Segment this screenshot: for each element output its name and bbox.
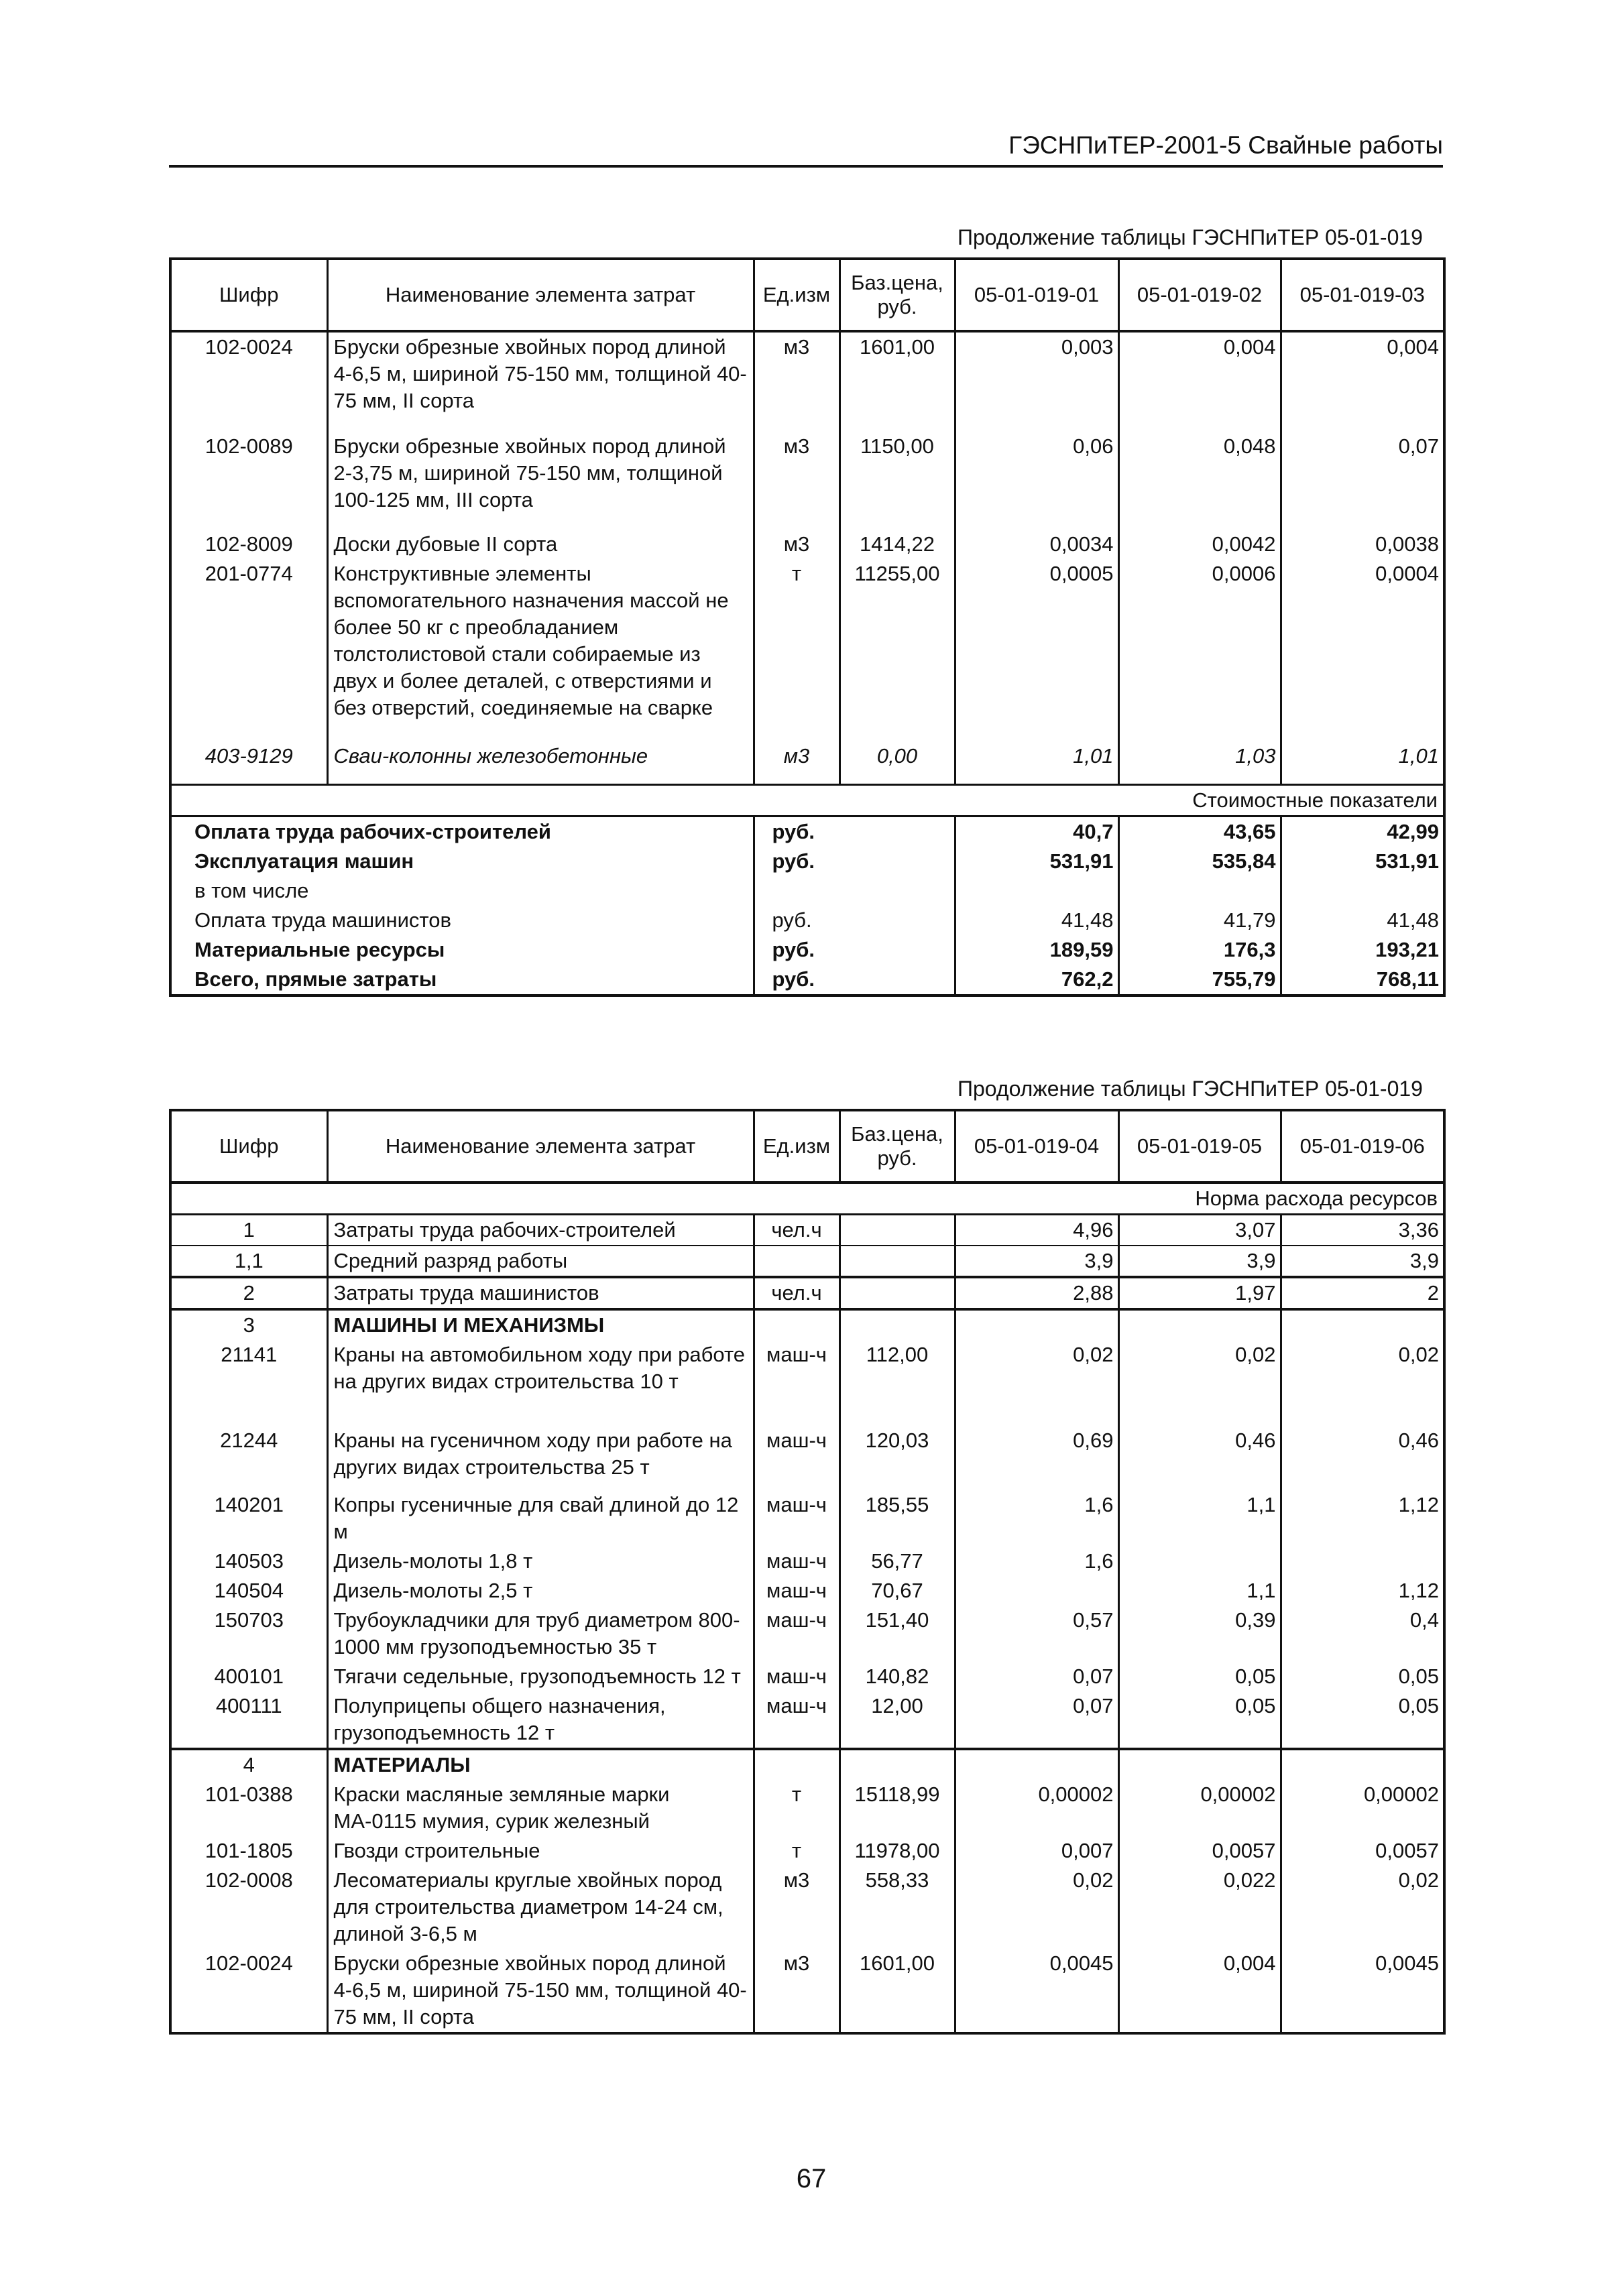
row-value-2: 0,048 [1118,432,1281,530]
row-name: Копры гусеничные для свай длиной до 12 м [327,1490,754,1547]
table-row [170,1691,1444,1749]
col-header-code: Шифр [170,259,327,331]
row-value-2: 0,02 [1118,1340,1281,1426]
section-label: Стоимостные показатели [170,784,1444,816]
row-name: Краски масляные земляные марки МА-0115 мумия, сурик железный [327,1780,754,1836]
row-value-1: 0,57 [955,1606,1118,1662]
row-value-2: 3,07 [1118,1215,1281,1246]
row-value-3 [1281,1547,1444,1576]
cost-row [170,906,1444,935]
col-header-price: Баз.цена, руб. [839,1110,955,1183]
row-value-3: 0,0045 [1281,1949,1444,2033]
row-price: 1150,00 [839,432,955,530]
col-header-unit: Ед.изм [754,1110,839,1183]
row-name: МАТЕРИАЛЫ [327,1749,754,1780]
table-row [170,741,1444,784]
row-value-1: 3,9 [955,1246,1118,1277]
cost-name: Эксплуатация машин [170,847,754,876]
row-unit: м3 [754,432,839,530]
cost-unit: руб. [754,816,955,847]
row-price [839,1749,955,1780]
table-row [170,1780,1444,1836]
cost-value-1: 531,91 [1049,849,1114,873]
row-price: 112,00 [839,1340,955,1426]
table-row [170,530,1444,559]
row-name: Бруски обрезные хвойных пород длиной 4-6,5 м, шириной 75-150 мм, толщиной 40-75 мм, II сорта [327,331,754,432]
cost-row [170,847,1444,876]
row-value-3: 1,12 [1281,1490,1444,1547]
cost-value-1: 40,7 [1073,819,1114,843]
table-row [170,1277,1444,1309]
row-unit: маш-ч [754,1426,839,1490]
table-row [170,1340,1444,1426]
row-unit: маш-ч [754,1662,839,1691]
row-unit: т [754,559,839,741]
table-row [170,1606,1444,1662]
row-price: 1601,00 [839,331,955,432]
row-value-3: 3,9 [1281,1246,1444,1277]
row-unit: маш-ч [754,1691,839,1749]
table-row [170,1215,1444,1246]
col-header-code: Шифр [170,1110,327,1183]
row-value-2: 0,46 [1118,1426,1281,1490]
row-price: 56,77 [839,1547,955,1576]
cost-value-3: 768,11 [1281,965,1444,995]
table1-header-row [170,259,1444,331]
row-unit: м3 [754,530,839,559]
cost-unit: руб. [754,965,955,995]
row-name: Доски дубовые II сорта [327,530,754,559]
row-code: 3 [170,1309,327,1340]
row-code: 102-0024 [205,335,293,359]
row-unit [754,1309,839,1340]
row-value-2: 0,39 [1118,1606,1281,1662]
row-unit: м3 [754,1866,839,1949]
row-value-3: 0,0004 [1281,559,1444,741]
cost-value-2: 43,65 [1118,816,1281,847]
row-unit: маш-ч [754,1576,839,1606]
cost-unit: руб. [754,906,955,935]
cost-value-1: 189,59 [1049,937,1114,961]
col-header-name: Наименование элемента затрат [327,259,754,331]
row-value-2: 1,1 [1118,1490,1281,1547]
row-name: МАШИНЫ И МЕХАНИЗМЫ [327,1309,754,1340]
row-unit: чел.ч [754,1277,839,1309]
table-row [170,432,1444,530]
row-name: Дизель-молоты 2,5 т [327,1576,754,1606]
row-name: Краны на автомобильном ходу при работе на других видах строительства 10 т [327,1340,754,1426]
cost-value-2: 41,79 [1118,906,1281,935]
table-row [170,1749,1444,1780]
row-value-2 [1118,1547,1281,1576]
col-header-unit: Ед.изм [754,259,839,331]
cost-value-2: 535,84 [1118,847,1281,876]
col-header-price: Баз.цена, руб. [839,259,955,331]
row-name: Лесоматериалы круглые хвойных пород для строительства диаметром 14-24 см, длиной 3-6,5 м [327,1866,754,1949]
row-code: 101-1805 [205,1839,293,1862]
row-price: 0,00 [839,741,955,784]
row-name: Конструктивные элементы вспомогательного назначения массой не более 50 кг с преобладанием толстолистовой стали собираемые из двух и более деталей, с отверстиями и без отверстий, соединяемые на сварке [327,559,754,741]
row-code: 201-0774 [205,562,293,585]
row-value-1: 0,02 [955,1866,1118,1949]
row-value-1: 0,06 [955,432,1118,530]
row-price: 185,55 [839,1490,955,1547]
row-price: 11978,00 [839,1836,955,1866]
cost-name: Оплата труда машинистов [170,906,754,935]
table-row [170,1836,1444,1866]
row-value-1: 0,0045 [955,1949,1118,2033]
row-code: 102-0008 [205,1868,293,1892]
cost-row [170,935,1444,965]
row-value-2: 0,004 [1118,1949,1281,2033]
table-row [170,1309,1444,1340]
row-value-3: 0,004 [1281,331,1444,432]
row-price: 11255,00 [839,559,955,741]
cost-row [170,876,1444,906]
row-value-3 [1281,1749,1444,1780]
row-price [839,1215,955,1246]
row-name: Сваи-колонны железобетонные [327,741,754,784]
row-unit: маш-ч [754,1490,839,1547]
row-code: 400111 [215,1694,282,1717]
row-code: 403-9129 [205,744,293,768]
row-unit: м3 [754,741,839,784]
col-header-v3: 05-01-019-06 [1281,1110,1444,1183]
row-value-3: 2 [1281,1277,1444,1309]
row-price: 15118,99 [839,1780,955,1836]
row-value-1: 0,07 [955,1662,1118,1691]
row-code: 102-0024 [205,1951,293,1975]
table1-caption: Продолжение таблицы ГЭСНПиТЕР 05-01-019 [958,225,1423,249]
row-code: 4 [170,1749,327,1780]
row-unit: т [754,1780,839,1836]
row-value-1: 1,6 [955,1490,1118,1547]
row-value-3 [1281,1309,1444,1340]
row-unit: маш-ч [754,1606,839,1662]
cost-name: в том числе [170,876,754,906]
row-value-1: 0,007 [955,1836,1118,1866]
row-name: Бруски обрезные хвойных пород длиной 2-3,75 м, шириной 75-150 мм, толщиной 100-125 мм, III сорта [327,432,754,530]
row-value-1: 0,02 [955,1340,1118,1426]
cost-value-3: 193,21 [1281,935,1444,965]
row-value-2: 0,05 [1118,1691,1281,1749]
row-value-1 [955,1309,1118,1340]
cost-unit [754,876,955,906]
table2-caption: Продолжение таблицы ГЭСНПиТЕР 05-01-019 [958,1077,1423,1101]
row-value-3: 1,12 [1281,1576,1444,1606]
row-value-2: 0,00002 [1118,1780,1281,1836]
cost-name: Оплата труда рабочих-строителей [170,816,754,847]
row-price: 151,40 [839,1606,955,1662]
row-value-2: 1,03 [1118,741,1281,784]
row-value-1 [955,1749,1118,1780]
row-value-2: 1,1 [1118,1576,1281,1606]
row-value-3: 0,07 [1281,432,1444,530]
col-header-v2: 05-01-019-05 [1118,1110,1281,1183]
page-header: ГЭСНПиТЕР-2001-5 Свайные работы [169,131,1443,168]
row-code: 21244 [220,1429,278,1452]
cost-value-3 [1281,876,1444,906]
row-value-2: 0,0006 [1118,559,1281,741]
row-name: Средний разряд работы [327,1246,754,1277]
table-row [170,1949,1444,2033]
row-name: Затраты труда машинистов [327,1277,754,1309]
row-price [839,1309,955,1340]
resource-table-2 [169,1109,1446,2035]
row-value-2: 3,9 [1118,1246,1281,1277]
table-row [170,1426,1444,1490]
row-price: 1414,22 [839,530,955,559]
table-row [170,1547,1444,1576]
cost-value-1: 762,2 [1061,967,1114,991]
table-row [170,331,1444,432]
row-name: Бруски обрезные хвойных пород длиной 4-6,5 м, шириной 75-150 мм, толщиной 40-75 мм, II сорта [327,1949,754,2033]
section-row [170,1183,1444,1215]
row-code: 140504 [214,1579,284,1602]
row-value-1: 0,0005 [955,559,1118,741]
table-row [170,559,1444,741]
row-code: 140503 [214,1549,284,1573]
page-number: 67 [796,2164,827,2193]
section-row [170,784,1444,816]
row-value-3: 1,01 [1281,741,1444,784]
row-value-2: 0,022 [1118,1866,1281,1949]
row-unit [754,1749,839,1780]
col-header-v2: 05-01-019-02 [1118,259,1281,331]
row-code: 1,1 [170,1246,327,1277]
row-value-3: 0,02 [1281,1866,1444,1949]
row-price [839,1246,955,1277]
row-name: Трубоукладчики для труб диаметром 800-1000 мм грузоподъемностью 35 т [327,1606,754,1662]
row-value-3: 0,46 [1281,1426,1444,1490]
row-price: 558,33 [839,1866,955,1949]
row-value-1: 0,69 [955,1426,1118,1490]
row-code: 150703 [214,1608,284,1632]
row-unit: м3 [754,1949,839,2033]
row-value-3: 3,36 [1281,1215,1444,1246]
col-header-v1: 05-01-019-01 [955,259,1118,331]
col-header-v1: 05-01-019-04 [955,1110,1118,1183]
row-value-2: 0,05 [1118,1662,1281,1691]
row-value-2 [1118,1309,1281,1340]
cost-value-2: 176,3 [1118,935,1281,965]
row-code: 400101 [214,1665,284,1688]
cost-name: Всего, прямые затраты [170,965,754,995]
cost-value-3: 41,48 [1281,906,1444,935]
row-value-1: 0,00002 [955,1780,1118,1836]
row-price: 1601,00 [839,1949,955,2033]
row-value-1 [955,1576,1118,1606]
cost-unit: руб. [754,847,955,876]
col-header-v3: 05-01-019-03 [1281,259,1444,331]
row-name: Затраты труда рабочих-строителей [327,1215,754,1246]
row-value-1: 0,07 [955,1691,1118,1749]
row-price: 120,03 [839,1426,955,1490]
cost-name: Материальные ресурсы [170,935,754,965]
row-name: Полуприцепы общего назначения, грузоподъемность 12 т [327,1691,754,1749]
row-unit: чел.ч [754,1215,839,1246]
cost-value-3: 42,99 [1281,816,1444,847]
cost-unit: руб. [754,935,955,965]
cost-row [170,965,1444,995]
row-value-1: 2,88 [955,1277,1118,1309]
row-code: 101-0388 [205,1783,293,1806]
row-price: 140,82 [839,1662,955,1691]
row-value-1: 4,96 [955,1215,1118,1246]
row-value-1: 1,01 [955,741,1118,784]
row-value-2: 0,0042 [1118,530,1281,559]
row-price: 12,00 [839,1691,955,1749]
row-value-1: 0,003 [955,331,1118,432]
row-value-3: 0,02 [1281,1340,1444,1426]
row-code: 2 [170,1277,327,1309]
row-value-2: 1,97 [1118,1277,1281,1309]
cost-value-1: 41,48 [1061,908,1114,932]
row-value-3: 0,05 [1281,1662,1444,1691]
row-value-3: 0,0038 [1281,530,1444,559]
cost-value-3: 531,91 [1281,847,1444,876]
row-name: Гвозди строительные [327,1836,754,1866]
row-name: Дизель-молоты 1,8 т [327,1547,754,1576]
row-unit: маш-ч [754,1547,839,1576]
cost-row [170,816,1444,847]
row-price: 70,67 [839,1576,955,1606]
row-unit: т [754,1836,839,1866]
row-value-2: 0,0057 [1118,1836,1281,1866]
row-value-2: 0,004 [1118,331,1281,432]
row-value-3: 0,4 [1281,1606,1444,1662]
row-value-3: 0,00002 [1281,1780,1444,1836]
cost-value-2: 755,79 [1118,965,1281,995]
row-value-3: 0,0057 [1281,1836,1444,1866]
table-row [170,1662,1444,1691]
table-row [170,1246,1444,1277]
row-value-3: 0,05 [1281,1691,1444,1749]
row-unit [754,1246,839,1277]
table2-header-row [170,1110,1444,1183]
section-label: Норма расхода ресурсов [170,1183,1444,1215]
row-unit: м3 [754,331,839,432]
row-code: 102-8009 [205,532,293,556]
row-value-1: 0,0034 [955,530,1118,559]
col-header-name: Наименование элемента затрат [327,1110,754,1183]
row-price [839,1277,955,1309]
row-name: Краны на гусеничном ходу при работе на других видах строительства 25 т [327,1426,754,1490]
row-unit: маш-ч [754,1340,839,1426]
row-value-2 [1118,1749,1281,1780]
row-name: Тягачи седельные, грузоподъемность 12 т [327,1662,754,1691]
row-code: 102-0089 [205,434,293,458]
table-row [170,1576,1444,1606]
cost-value-2 [1118,876,1281,906]
resource-table-1 [169,257,1446,997]
row-code: 21141 [221,1343,278,1366]
row-code: 140201 [214,1493,284,1516]
table-row [170,1866,1444,1949]
row-value-1: 1,6 [955,1547,1118,1576]
row-code: 1 [170,1215,327,1246]
table-row [170,1490,1444,1547]
cost-value-1 [955,876,1118,906]
